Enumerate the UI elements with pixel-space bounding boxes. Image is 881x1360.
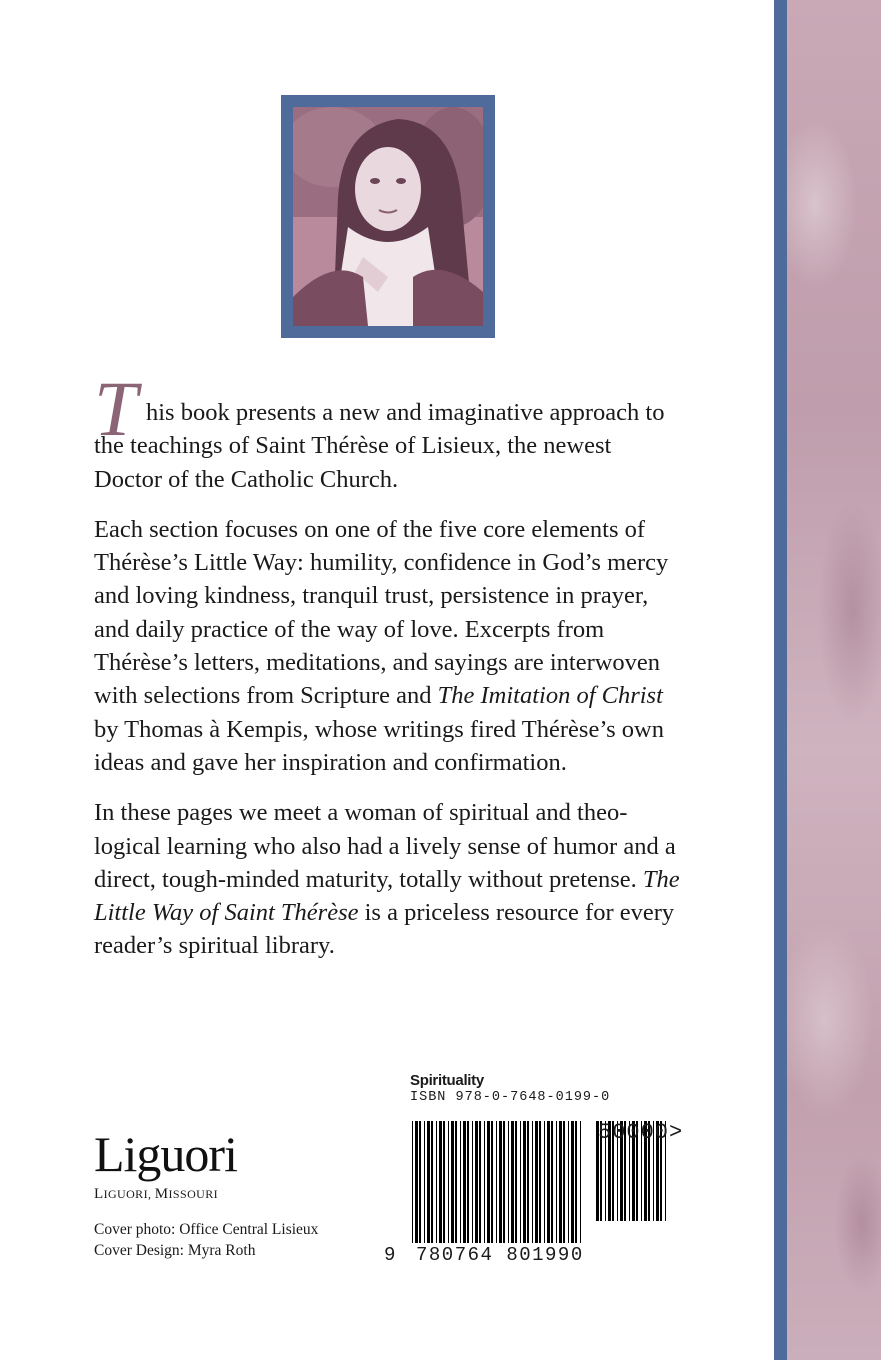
ean-digits: 780764 801990 bbox=[416, 1244, 584, 1266]
category-label: Spirituality bbox=[410, 1072, 484, 1089]
price-code: 50000> bbox=[598, 1120, 684, 1145]
barcode-block bbox=[384, 1072, 690, 1266]
cover-credits bbox=[94, 1219, 318, 1261]
publisher-logo: Liguori bbox=[94, 1126, 237, 1182]
ean-first-digit: 9 bbox=[384, 1244, 396, 1266]
portrait-photo bbox=[293, 107, 483, 326]
publisher-block bbox=[94, 1124, 318, 1261]
design-credit: Cover Design: Myra Roth bbox=[94, 1242, 256, 1259]
paragraph-2: Each section focuses on one of the five core elements of Thérèse’s Little Way: humility, confidence in God’s mercy and loving kindness, tranquil trust, persistence in prayer, and daily practice of the way of love. Excerpts from Thérèse’s letters, meditations, and sayings are interwoven with selections from Scripture and The Imitation of Christ by Thomas à Kempis, whose writings fired Thérèse’s own ideas and gave her inspiration and confirmation. bbox=[94, 515, 669, 776]
photo-credit: Cover photo: Office Central Lisieux bbox=[94, 1221, 319, 1238]
isbn-text: ISBN 978-0-7648-0199-0 bbox=[410, 1090, 611, 1105]
spine-blue-rule bbox=[774, 0, 787, 1360]
publisher-location: LIGUORI, MISSOURI bbox=[94, 1186, 219, 1202]
description-text bbox=[94, 365, 684, 980]
drop-cap: T bbox=[94, 365, 138, 452]
spine-texture bbox=[787, 0, 881, 1360]
portrait-frame bbox=[281, 95, 495, 338]
paragraph-3: In these pages we meet a woman of spiritual and theo-logical learning who also had a lively sense of humor and a direct, tough-minded maturity, totally without pretense. The Little Way of Saint Thérèse is a priceless resource for every reader’s spiritual library. bbox=[94, 799, 680, 960]
paragraph-1: T his book presents a new and imaginative approach to the teachings of Saint Thérèse of Lisieux, the newest Doctor of the Catholic Church. bbox=[94, 365, 665, 493]
